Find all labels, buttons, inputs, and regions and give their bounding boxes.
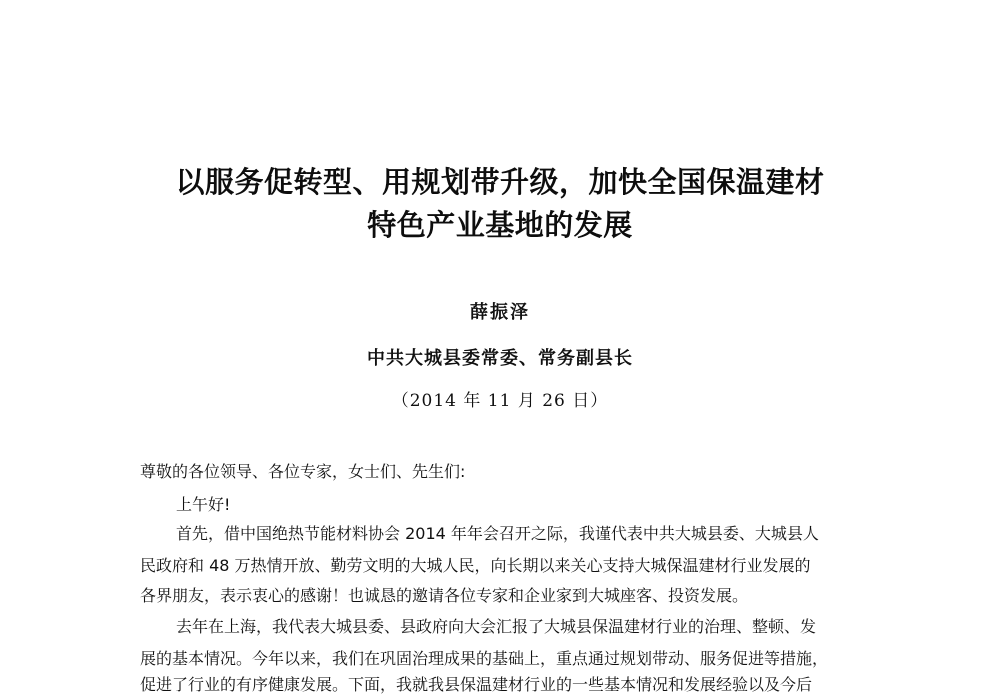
paragraph-1-line-3: 各界朋友，表示衷心的感谢！也诚恳的邀请各位专家和企业家到大城座客、投资发展。 <box>140 586 749 605</box>
author-position: 中共大城县委常委、常务副县长 <box>367 348 633 369</box>
paragraph-2-line-3: 促进了行业的有序健康发展。下面，我就我县保温建材行业的一些基本情况和发展经验以及今后 <box>140 675 813 694</box>
paragraph-1-line-2: 民政府和 48 万热情开放、勤劳文明的大城人民，向长期以来关心支持大城保温建材行业发展的 <box>140 556 811 575</box>
paragraph-2-line-1: 去年在上海，我代表大城县委、县政府向大会汇报了大城县保温建材行业的治理、整顿、发 <box>176 617 817 636</box>
speech-date: （2014 年 11 月 26 日） <box>391 391 609 411</box>
paragraph-1-line-1: 首先，借中国绝热节能材料协会 2014 年年会召开之际，我谨代表中共大城县委、大城县人 <box>176 524 819 543</box>
greeting: 上午好! <box>176 495 231 514</box>
document-title-line-1: 以服务促转型、用规划带升级，加快全国保温建材 <box>175 165 825 199</box>
document-title-line-2: 特色产业基地的发展 <box>367 208 633 242</box>
salutation: 尊敬的各位领导、各位专家，女士们、先生们: <box>140 462 466 481</box>
paragraph-2-line-2: 展的基本情况。今年以来，我们在巩固治理成果的基础上，重点通过规划带动、服务促进等措施， <box>140 649 829 668</box>
author-name: 薛振泽 <box>470 302 530 323</box>
